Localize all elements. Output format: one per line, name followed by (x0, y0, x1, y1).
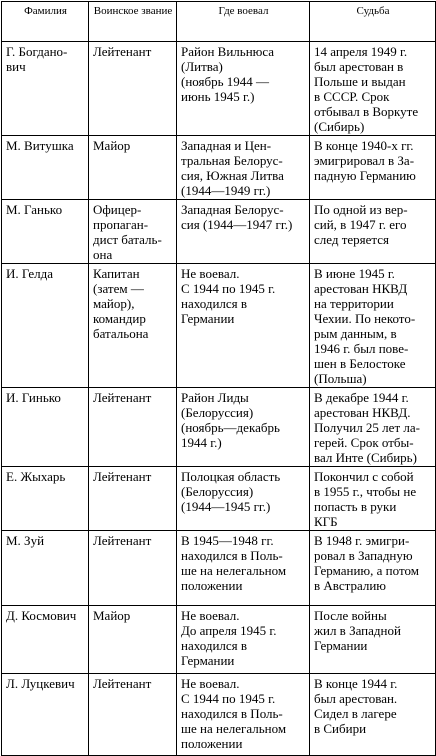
cell-where: Район Лиды (Белоруссия) (ноябрь—декабрь 1944 г.) (177, 388, 310, 467)
header-row (2, 2, 436, 42)
cell-where: Полоцкая область (Белоруссия) (1944—1945 гг.) (177, 467, 310, 531)
cell-fate: В декабре 1944 г. арестован НКВД. Получил 25 лет ла- герей. Срок отбы- вал Инте (Сибирь) (310, 388, 436, 467)
cell-where: Не воевал. До апреля 1945 г. находился в Германии (177, 606, 310, 674)
table-body (2, 42, 436, 756)
cell-name: Д. Космович (2, 606, 89, 674)
header-where: Где воевал (177, 2, 310, 42)
cell-fate: В 1948 г. эмигри- ровал в Западную Германию, а потом в Австралию (310, 531, 436, 606)
cell-fate: В конце 1944 г. был арестован. Сидел в лагере в Сибири (310, 674, 436, 756)
cell-rank: Офицер- пропаган- дист баталь- она (89, 200, 177, 264)
officers-table (1, 1, 436, 756)
cell-where: Район Вильнюса (Литва) (ноябрь 1944 — июнь 1945 г.) (177, 42, 310, 136)
cell-name: Е. Жыхарь (2, 467, 89, 531)
cell-name: И. Гинько (2, 388, 89, 467)
cell-rank: Майор (89, 136, 177, 200)
cell-rank: Лейтенант (89, 42, 177, 136)
cell-where: Западная и Цен- тральная Белорус- сия, Южная Литва (1944—1949 гг.) (177, 136, 310, 200)
cell-name: М. Зуй (2, 531, 89, 606)
table-row (2, 531, 436, 606)
cell-rank: Лейтенант (89, 531, 177, 606)
cell-name: Г. Богдано- вич (2, 42, 89, 136)
cell-rank: Майор (89, 606, 177, 674)
table-row (2, 136, 436, 200)
cell-fate: 14 апреля 1949 г. был арестован в Польше и выдан в СССР. Срок отбывал в Воркуте (Сибирь) (310, 42, 436, 136)
cell-name: М. Витушка (2, 136, 89, 200)
cell-fate: По одной из вер- сий, в 1947 г. его след теряется (310, 200, 436, 264)
header-name: Фамилия (2, 2, 89, 42)
table-row (2, 264, 436, 388)
cell-fate: В июне 1945 г. арестован НКВД на территории Чехии. По некото- рым данным, в 1946 г. был пове- шен в Белостоке (Польша) (310, 264, 436, 388)
cell-where: Не воевал. С 1944 по 1945 г. находился в Германии (177, 264, 310, 388)
table-row (2, 606, 436, 674)
cell-fate: Покончил с собой в 1955 г., чтобы не попасть в руки КГБ (310, 467, 436, 531)
cell-name: Л. Луцкевич (2, 674, 89, 756)
cell-fate: В конце 1940-х гг. эмигрировал в За- падную Германию (310, 136, 436, 200)
cell-name: И. Гелда (2, 264, 89, 388)
cell-where: Западная Белорус- сия (1944—1947 гг.) (177, 200, 310, 264)
cell-fate: После войны жил в Западной Германии (310, 606, 436, 674)
header-rank: Воинское звание (89, 2, 177, 42)
cell-where: Не воевал. С 1944 по 1945 г. находился в Поль- ше на нелегальном положении (177, 674, 310, 756)
cell-rank: Лейтенант (89, 467, 177, 531)
header-fate: Судьба (310, 2, 436, 42)
cell-rank: Лейтенант (89, 388, 177, 467)
cell-name: М. Ганько (2, 200, 89, 264)
table-row (2, 200, 436, 264)
table-row (2, 42, 436, 136)
table-row (2, 388, 436, 467)
cell-where: В 1945—1948 гг. находился в Поль- ше на нелегальном положении (177, 531, 310, 606)
table-row (2, 674, 436, 756)
cell-rank: Лейтенант (89, 674, 177, 756)
table-row (2, 467, 436, 531)
cell-rank: Капитан (затем — майор), командир батальона (89, 264, 177, 388)
